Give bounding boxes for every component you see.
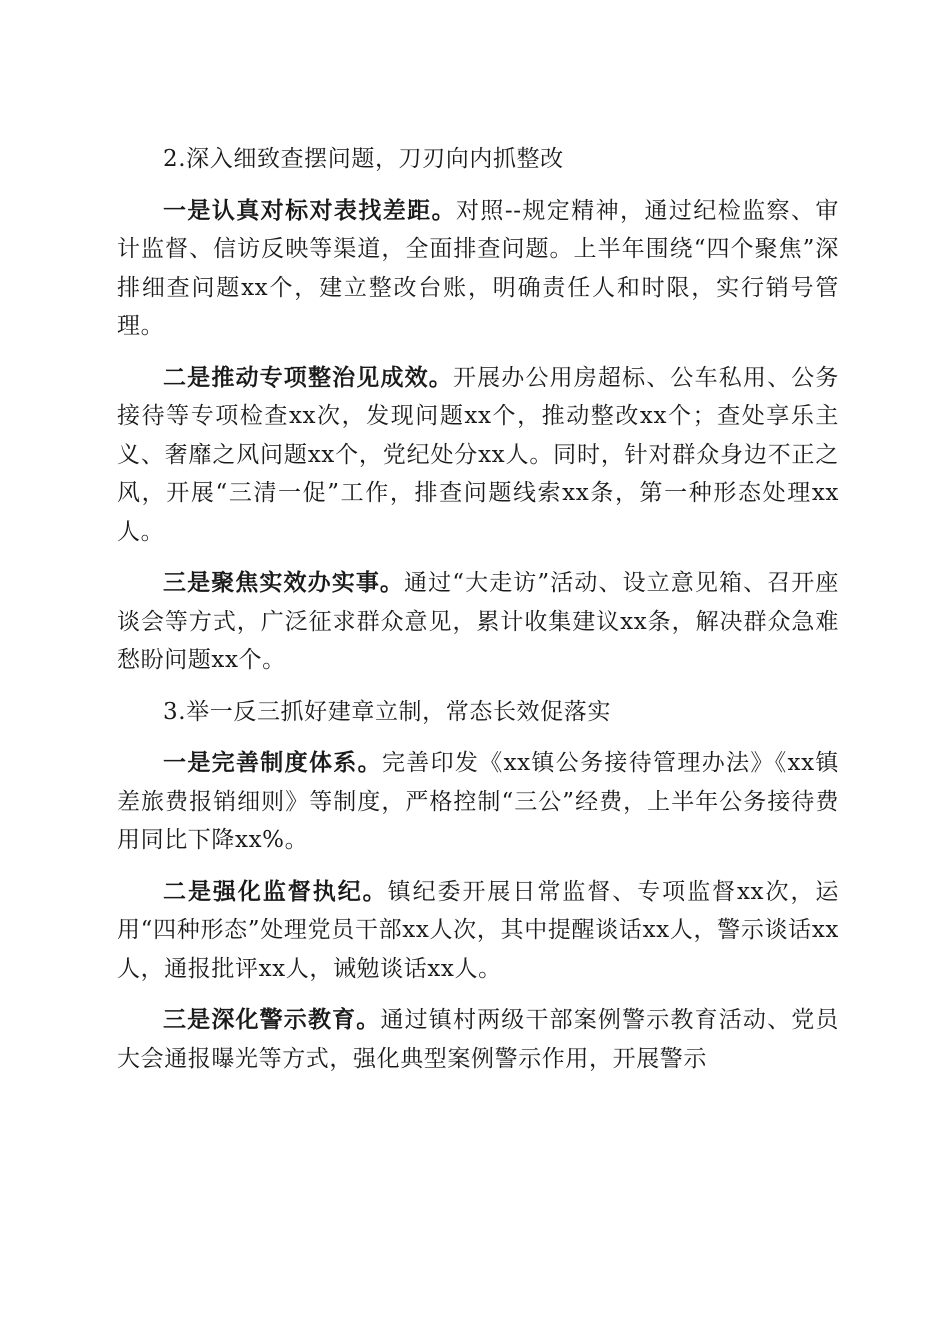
paragraph-special-rectification [117,359,839,552]
paragraph-lead: 一是完善制度体系。 [163,749,382,776]
spacer [117,551,839,564]
paragraph-text: 通过镇村两级干部案例警示教育活动、党员大会通报曝光等方式，强化典型案例警示作用，开展警示 [117,1007,839,1072]
spacer [117,179,839,192]
spacer [117,680,839,693]
spacer [117,731,839,744]
paragraph-lead: 二是推动专项整治见成效。 [163,363,453,391]
paragraph-text: 完善印发《xx镇公务接待管理办法》《xx镇差旅费报销细则》等制度，严格控制“三公”经费，上半年公务接待费用同比下降xx%。 [117,750,839,853]
paragraph-lead: 一是认真对标对表找差距。 [163,196,456,224]
paragraph-text: 对照--规定精神，通过纪检监察、审计监督、信访反映等渠道，全面排查问题。上半年围绕“四个聚焦”深排细查问题xx个，建立整改台账，明确责任人和时限，实行销号管理。 [117,197,839,339]
paragraph-find-gaps [117,192,839,346]
section-heading-3: 3.举一反三抓好建章立制，常态长效促落实 [163,698,611,725]
spacer [117,860,839,873]
paragraph-text: 通过“大走访”活动、设立意见箱、召开座谈会等方式，广泛征求群众意见，累计收集建议xx条，解决群众急难愁盼问题xx个。 [117,570,839,673]
spacer [117,988,839,1001]
paragraph-lead: 二是强化监督执纪。 [163,877,388,905]
paragraph-text: 镇纪委开展日常监督、专项监督xx次，运用“四种形态”处理党员干部xx人次，其中提醒谈话xx人，警示谈话xx人，通报批评xx人，诫勉谈话xx人。 [117,878,839,982]
paragraph-warning-education [117,1001,839,1078]
paragraph-lead: 三是聚焦实效办实事。 [163,569,405,596]
spacer [117,346,839,359]
document-page [117,140,839,1078]
paragraph-practical-results [117,564,839,680]
paragraph-lead: 三是深化警示教育。 [163,1006,381,1033]
paragraph-system-improvement [117,744,839,860]
section-heading-2: 2.深入细致查摆问题，刀刃向内抓整改 [163,146,564,172]
paragraph-text: 开展办公用房超标、公车私用、公务接待等专项检查xx次，发现问题xx个，推动整改xx个；查处享乐主义、奢靡之风问题xx个，党纪处分xx人。同时，针对群众身边不正之风，开展“三清一促”工作，排查问题线索xx条，第一种形态处理xx人。 [117,364,839,545]
paragraph-supervision [117,873,839,989]
